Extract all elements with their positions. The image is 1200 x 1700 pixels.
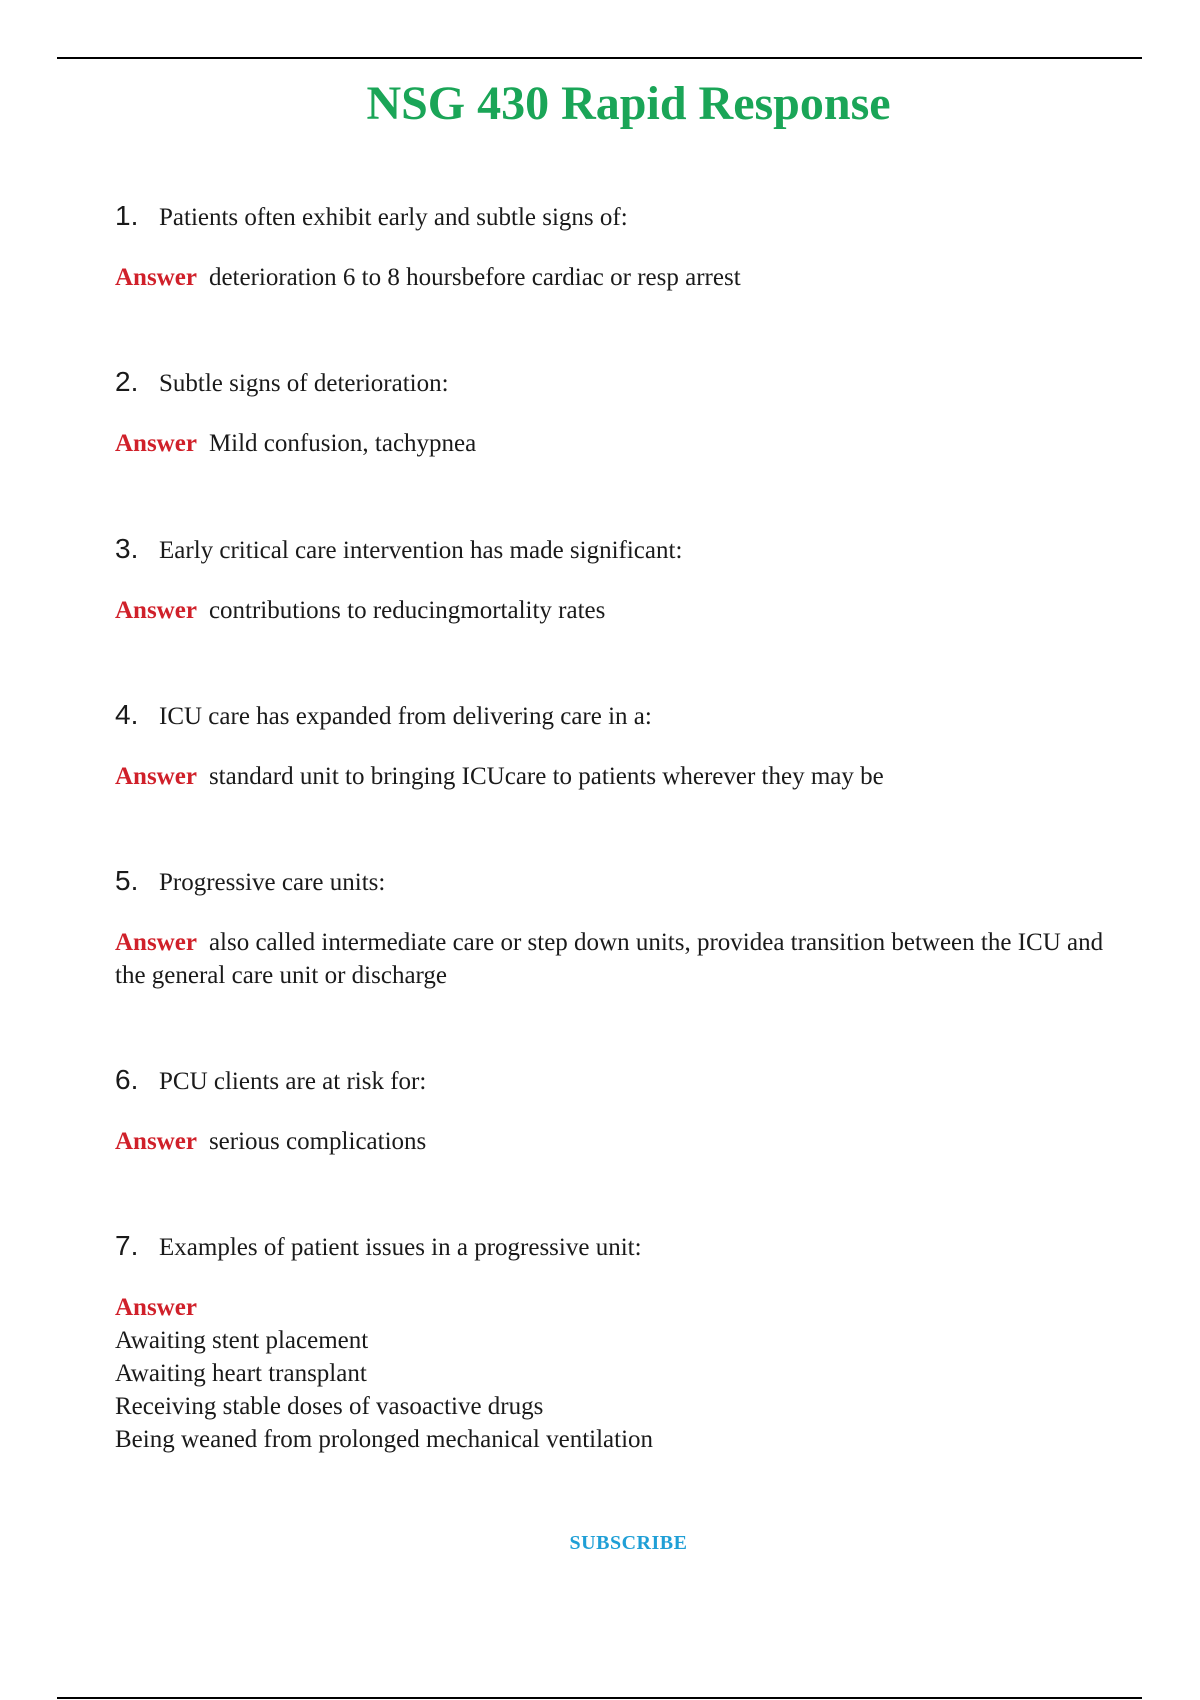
question-number: 1. [115, 200, 139, 231]
qa-item-6 [115, 1060, 1115, 1158]
answer-text: Mild confusion, tachypnea [208, 430, 477, 457]
question-number: 2. [115, 366, 139, 397]
question [115, 196, 1115, 236]
answer-label: Answer [115, 1128, 197, 1155]
answer-label: Answer [115, 264, 197, 291]
question-text: Examples of patient issues in a progressive unit: [159, 1234, 642, 1261]
qa-item-2 [115, 362, 1115, 460]
question [115, 1226, 1115, 1266]
answer-list-item: Awaiting stent placement [115, 1327, 369, 1354]
answer [115, 1291, 1115, 1456]
question [115, 861, 1115, 901]
question-number: 3. [115, 533, 139, 564]
answer-label: Answer [115, 763, 197, 790]
answer-text: serious complications [208, 1128, 427, 1155]
document-title: NSG 430 Rapid Response [366, 77, 891, 130]
question [115, 1060, 1115, 1100]
question-text: Early critical care intervention has made significant: [159, 537, 683, 564]
answer [115, 760, 1115, 793]
question [115, 695, 1115, 735]
subscribe-link[interactable]: SUBSCRIBE [569, 1532, 688, 1554]
answer-text: deterioration 6 to 8 hoursbefore cardiac or resp arrest [208, 264, 741, 291]
answer [115, 427, 1115, 460]
qa-item-1 [115, 196, 1115, 294]
answer-text: also called intermediate care or step down units, providea transition between the ICU and the general care unit or discharge [115, 929, 1104, 989]
question [115, 362, 1115, 402]
answer-list-item: Receiving stable doses of vasoactive drugs [115, 1393, 544, 1420]
answer [115, 594, 1115, 627]
qa-item-4 [115, 695, 1115, 793]
answer-list-item: Being weaned from prolonged mechanical ventilation [115, 1426, 654, 1453]
question-text: Subtle signs of deterioration: [159, 370, 449, 397]
answer-label: Answer [115, 1294, 197, 1321]
bottom-rule [57, 1697, 1142, 1699]
top-rule [57, 57, 1142, 59]
answer [115, 926, 1115, 992]
question-number: 6. [115, 1064, 139, 1095]
question-text: ICU care has expanded from delivering care in a: [159, 703, 652, 730]
qa-item-3 [115, 529, 1115, 627]
answer-label: Answer [115, 929, 197, 956]
question-text: Patients often exhibit early and subtle signs of: [159, 204, 628, 231]
question-number: 4. [115, 699, 139, 730]
answer-label: Answer [115, 430, 197, 457]
question-text: Progressive care units: [159, 869, 386, 896]
answer-list-item: Awaiting heart transplant [115, 1360, 367, 1387]
question-number: 5. [115, 865, 139, 896]
answer-label: Answer [115, 597, 197, 624]
answer [115, 261, 1115, 294]
question-number: 7. [115, 1230, 139, 1261]
question-text: PCU clients are at risk for: [159, 1068, 427, 1095]
qa-item-5 [115, 861, 1115, 992]
answer-text: standard unit to bringing ICUcare to patients wherever they may be [208, 763, 884, 790]
question [115, 529, 1115, 569]
answer [115, 1125, 1115, 1158]
qa-item-7 [115, 1226, 1115, 1456]
answer-text: contributions to reducingmortality rates [208, 597, 606, 624]
